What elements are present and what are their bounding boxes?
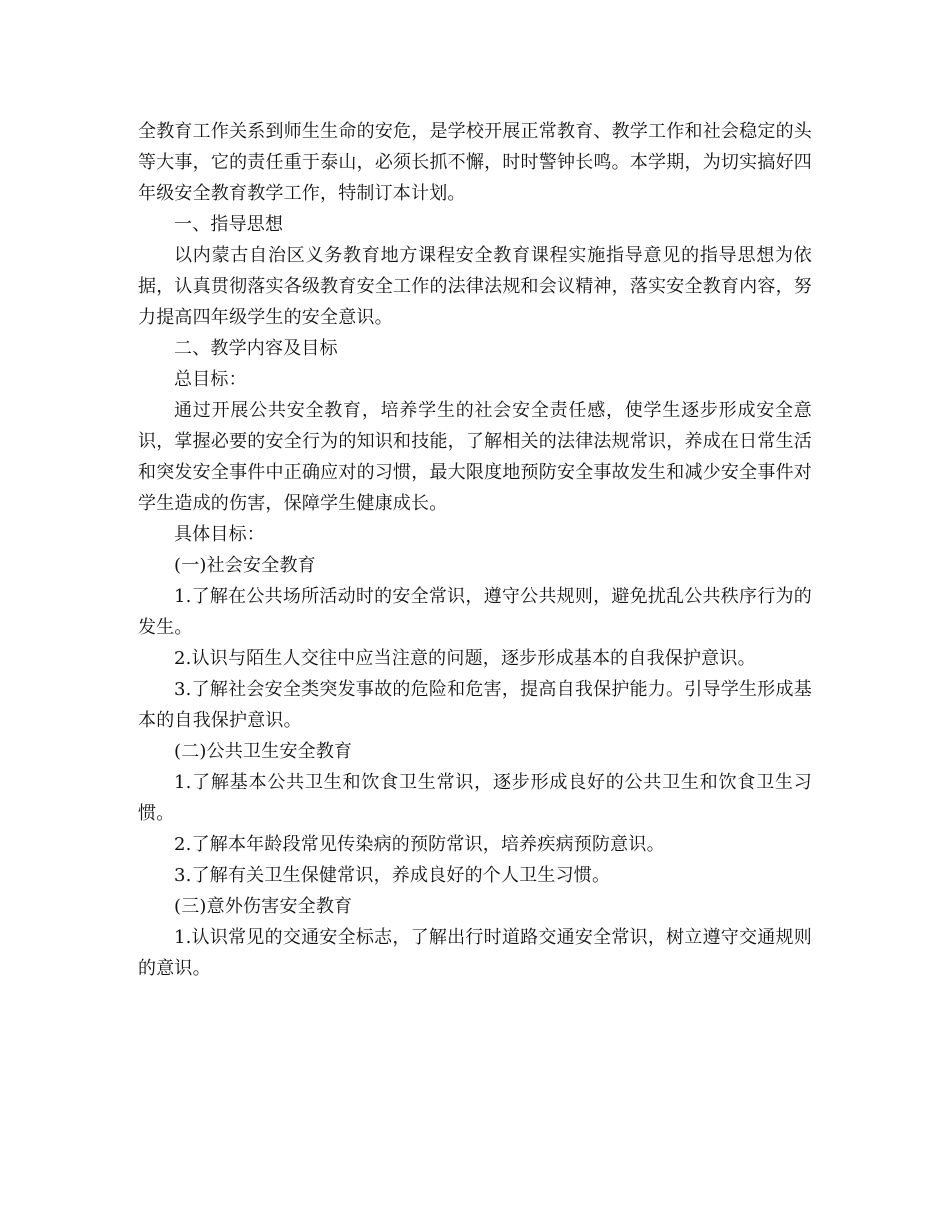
list-item-social-2: 2.认识与陌生人交往中应当注意的问题，逐步形成基本的自我保护意识。: [174, 648, 756, 669]
list-item-health-3: 3.了解有关卫生保健常识，养成良好的个人卫生习惯。: [174, 865, 611, 886]
heading-social-safety: (一)社会安全教育: [174, 555, 316, 576]
list-item-health-1: 1.了解基本公共卫生和饮食卫生常识，逐步形成良好的公共卫生和饮食卫生习惯。: [138, 772, 812, 824]
paragraph-guiding-ideology: 以内蒙古自治区义务教育地方课程安全教育课程实施指导意见的指导思想为依据，认真贯彻落实各级教育安全工作的法律法规和会议精神，落实安全教育内容，努力提高四年级学生的安全意识。: [138, 245, 812, 328]
heading-teaching-content: 二、教学内容及目标: [174, 338, 338, 359]
heading-guiding-ideology: 一、指导思想: [174, 214, 284, 235]
list-item-accident-1: 1.认识常见的交通安全标志，了解出行时道路交通安全常识，树立遵守交通规则的意识。: [138, 927, 812, 979]
paragraph-intro: 全教育工作关系到师生生命的安危，是学校开展正常教育、教学工作和社会稳定的头等大事，它的责任重于泰山，必须长抓不懈，时时警钟长鸣。本学期，为切实搞好四年级安全教育教学工作，特制订本计划。: [138, 121, 812, 204]
list-item-health-2: 2.了解本年龄段常见传染病的预防常识，培养疾病预防意识。: [174, 834, 665, 855]
list-item-social-3: 3.了解社会安全类突发事故的危险和危害，提高自我保护能力。引导学生形成基本的自我保护意识。: [138, 679, 812, 731]
heading-public-health: (二)公共卫生安全教育: [174, 741, 353, 762]
heading-specific-goals: 具体目标：: [174, 524, 265, 545]
document-page: [138, 116, 812, 984]
list-item-social-1: 1.了解在公共场所活动时的安全常识，遵守公共规则，避免扰乱公共秩序行为的发生。: [138, 586, 812, 638]
paragraph-overall-goal: 通过开展公共安全教育，培养学生的社会安全责任感，使学生逐步形成安全意识，掌握必要的安全行为的知识和技能，了解相关的法律法规常识，养成在日常生活和突发安全事件中正确应对的习惯，最大限度地预防安全事故发生和减少安全事件对学生造成的伤害，保障学生健康成长。: [138, 400, 812, 514]
heading-accident-safety: (三)意外伤害安全教育: [174, 896, 353, 917]
heading-overall-goal: 总目标：: [174, 369, 247, 390]
